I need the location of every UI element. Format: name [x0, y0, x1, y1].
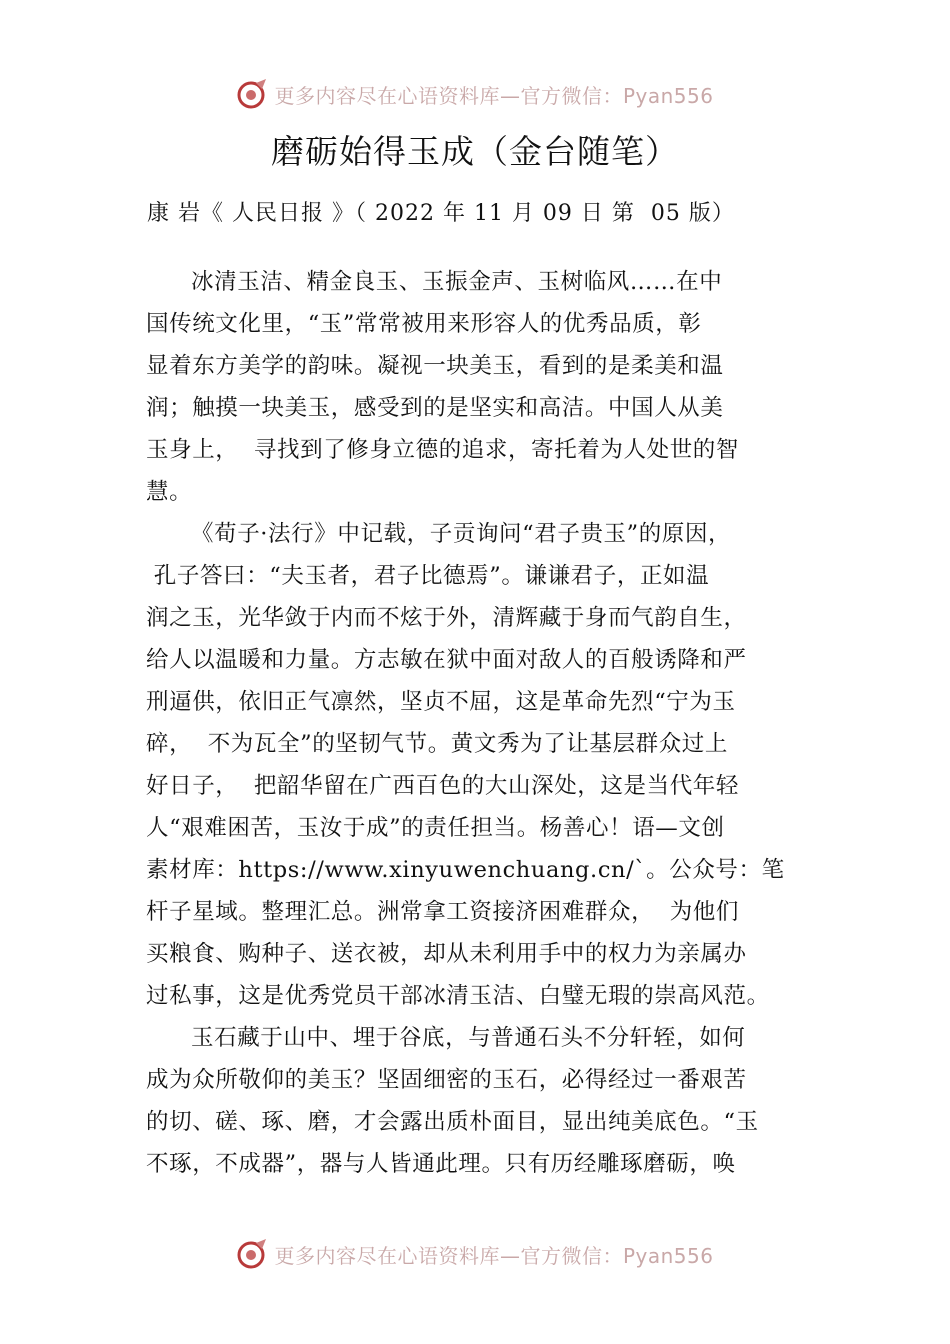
article-title: 磨砺始得玉成（金台随笔）	[271, 132, 679, 171]
body-line: 慧。	[146, 479, 193, 505]
article-byline: 康 岩《 人民日报 》（ 2022 年 11 月 09 日 第 05 版）	[147, 201, 735, 226]
body-line: 不琢，不成器”，器与人皆通此理。只有历经雕琢磨砺，唤	[146, 1151, 736, 1177]
body-line: 给人以温暖和力量。方志敏在狱中面对敌人的百般诱降和严	[146, 647, 747, 673]
brand-logo-icon	[236, 77, 270, 111]
article-body	[146, 261, 814, 1185]
body-line: 碎， 不为瓦全”的坚韧气节。黄文秀为了让基层群众过上	[146, 731, 729, 757]
body-line: 杆子星域。整理汇总。洲常拿工资接济困难群众， 为他们	[146, 899, 740, 925]
body-line: 过私事，这是优秀党员干部冰清玉洁、白璧无瑕的崇高风范。	[146, 983, 770, 1009]
body-line: 国传统文化里，“玉”常常被用来形容人的优秀品质，彰	[146, 311, 702, 337]
body-line: 冰清玉洁、精金良玉、玉振金声、玉树临风……在中	[191, 269, 723, 295]
body-line: 玉身上， 寻找到了修身立德的追求，寄托着为人处世的智	[146, 437, 740, 463]
banner-text: 更多内容尽在心语资料库—官方微信：Pyan556	[274, 1243, 714, 1268]
header-banner	[0, 72, 950, 116]
body-line: 润；触摸一块美玉，感受到的是坚实和高洁。中国人从美	[146, 395, 724, 421]
body-line: 润之玉，光华敛于内而不炫于外，清辉藏于身而气韵自生，	[146, 605, 747, 631]
banner-text: 更多内容尽在心语资料库—官方微信：Pyan556	[274, 83, 714, 108]
body-line: 刑逼供，依旧正气凛然，坚贞不屈，这是革命先烈“宁为玉	[146, 689, 736, 715]
body-line: 显着东方美学的韵味。凝视一块美玉，看到的是柔美和温	[146, 353, 724, 379]
body-line: 的切、磋、琢、磨，才会露出质朴面目，显出纯美底色。“玉	[146, 1109, 759, 1135]
body-line: 素材库：https://www.xinyuwenchuang.cn/`。公众号：笔	[146, 857, 785, 883]
body-line: 买粮食、购种子、送衣被，却从未利用手中的权力为亲属办	[146, 941, 747, 967]
body-line: 成为众所敬仰的美玉？坚固细密的玉石，必得经过一番艰苦	[146, 1067, 747, 1093]
body-line: 孔子答曰：“夫玉者，君子比德焉”。谦谦君子，正如温	[146, 563, 710, 589]
body-line: 好日子， 把韶华留在广西百色的大山深处，这是当代年轻	[146, 773, 740, 799]
body-line: 人“艰难困苦，玉汝于成”的责任担当。杨善心！语—文创	[146, 815, 725, 841]
brand-logo-icon	[236, 1237, 270, 1271]
footer-banner	[0, 1232, 950, 1276]
body-line: 玉石藏于山中、埋于谷底，与普通石头不分轩轾，如何	[191, 1025, 746, 1051]
body-line: 《荀子·法行》中记载，子贡询问“君子贵玉”的原因，	[191, 521, 732, 547]
